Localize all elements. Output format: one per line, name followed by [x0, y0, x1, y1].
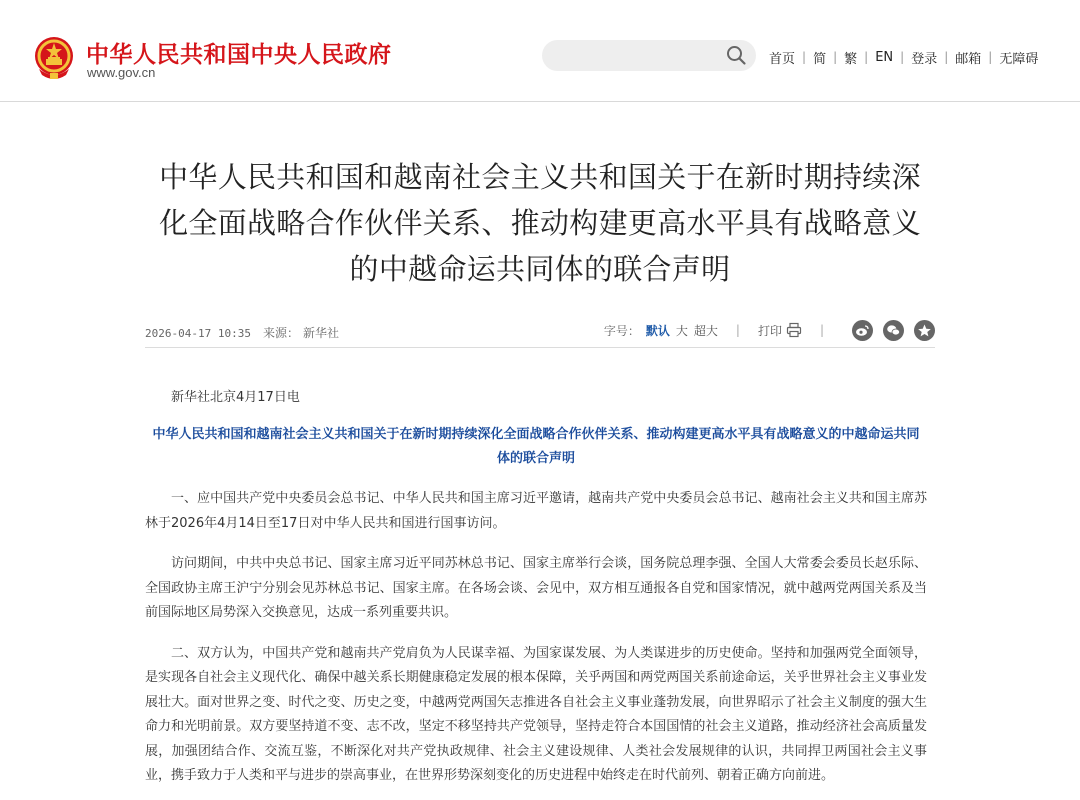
site-title[interactable]: 中华人民共和国中央人民政府 — [86, 42, 392, 68]
paragraph: 访问期间，中共中央总书记、国家主席习近平同苏林总书记、国家主席举行会谈，国务院总理李强、全国人大常委会委员长赵乐际、全国政协主席王沪宁分别会见苏林总书记、国家主席。在各场会谈、会见中，双方相互通报各自党和国家情况，就中越两党两国关系及当前国际地区局势深入交换意见，达成一系列重要共识。 — [145, 556, 927, 620]
tools-separator: | — [735, 323, 740, 337]
nav-separator: | — [833, 50, 838, 64]
nav-separator: | — [944, 50, 949, 64]
article-tools — [604, 318, 935, 342]
site-url[interactable]: www.gov.cn — [87, 65, 156, 80]
source-name: 新华社 — [302, 326, 339, 340]
nav-traditional-link[interactable]: 繁 — [844, 51, 858, 67]
font-size-xlarge-option[interactable]: 超大 — [693, 323, 718, 338]
nav-simplified-link[interactable]: 简 — [813, 51, 827, 67]
search-icon[interactable] — [725, 44, 747, 66]
tools-separator: | — [819, 323, 824, 337]
nav-mail-link[interactable]: 邮箱 — [955, 51, 982, 67]
wechat-icon[interactable] — [883, 320, 904, 341]
nav-separator: | — [900, 50, 905, 64]
favorite-star-icon[interactable] — [914, 320, 935, 341]
paragraph: 二、双方认为，中国共产党和越南共产党肩负为人民谋幸福、为国家谋发展、为人类谋进步的历史使命。坚持和加强两党全面领导，是实现各自社会主义现代化、确保中越关系长期健康稳定发展的根本保障，关乎两国和两党两国关系前途命运，关乎世界社会主义事业发展壮大。面对世界之变、时代之变、历史之变，中越两党两国矢志推进各自社会主义事业蓬勃发展，向世界昭示了社会主义制度的强大生命力和光明前景。双方要坚持道不变、志不改，坚定不移坚持共产党领导，坚持走符合本国国情的社会主义道路，推动经济社会高质量发展，加强团结合作、交流互鉴，不断深化对共产党执政规律、社会主义建设规律、人类社会发展规律的认识，共同捍卫两国社会主义事业，携手致力于人类和平与进步的崇高事业，在世界形势深刻变化的历史进程中始终走在时代前列、朝着正确方向前进。 — [145, 645, 927, 783]
nav-separator: | — [802, 50, 807, 64]
nav-login-link[interactable]: 登录 — [911, 51, 938, 67]
article-meta-bar — [145, 314, 935, 348]
print-button[interactable]: 打印 — [757, 323, 782, 338]
font-size-label: 字号： — [603, 323, 640, 338]
nav-home-link[interactable]: 首页 — [769, 51, 796, 67]
article-body — [145, 348, 935, 789]
dateline: 新华社北京4月17日电 — [171, 390, 300, 405]
nav-english-link[interactable]: EN — [875, 49, 894, 65]
nav-accessibility-link[interactable]: 无障碍 — [999, 51, 1039, 67]
paragraph: 一、应中国共产党中央委员会总书记、中华人民共和国主席习近平邀请，越南共产党中央委员会总书记、越南社会主义共和国主席苏林于2026年4月14日至17日对中华人民共和国进行国事访问。 — [145, 491, 927, 531]
article — [145, 102, 935, 789]
publish-date: 2026-04-17 10:35 — [145, 327, 251, 340]
print-icon[interactable] — [786, 322, 802, 338]
site-header — [0, 0, 1080, 102]
nav-separator: | — [864, 50, 869, 64]
statement-title: 中华人民共和国和越南社会主义共和国关于在新时期持续深化全面战略合作伙伴关系、推动构建更高水平具有战略意义的中越命运共同体的联合声明 — [152, 427, 920, 466]
article-meta — [145, 324, 339, 341]
national-emblem-icon[interactable] — [33, 35, 75, 81]
search-input[interactable] — [542, 40, 756, 71]
top-nav — [769, 47, 1038, 67]
source-label: 来源： — [262, 326, 299, 340]
nav-separator: | — [988, 50, 993, 64]
font-size-large-option[interactable]: 大 — [675, 323, 688, 338]
weibo-icon[interactable] — [852, 320, 873, 341]
font-size-default-option[interactable]: 默认 — [645, 323, 670, 338]
article-title: 中华人民共和国和越南社会主义共和国关于在新时期持续深化全面战略合作伙伴关系、推动构建更高水平具有战略意义的中越命运共同体的联合声明 — [159, 160, 921, 286]
